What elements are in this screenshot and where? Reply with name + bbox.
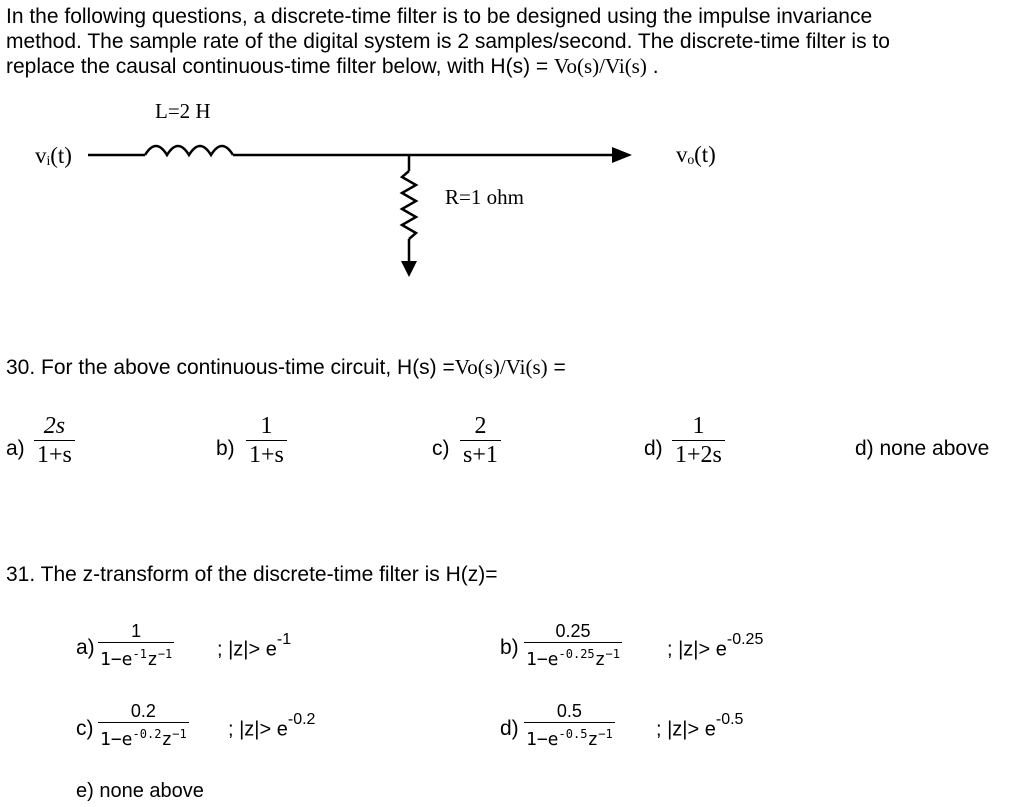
resistor-label: R=1 ohm xyxy=(445,185,524,209)
q31-option-b-numerator: 0.25 xyxy=(555,621,591,641)
q30-option-c-numerator: 2 xyxy=(474,413,487,439)
q30-option-d-fraction[interactable] xyxy=(672,412,725,469)
output-arrow xyxy=(612,147,632,163)
q30-stem-text: 30. For the above continuous-time circuit, H(s) = xyxy=(6,356,455,379)
q30-option-d-numerator: 1 xyxy=(692,413,705,439)
q31-option-d-letter[interactable]: d) xyxy=(500,717,519,740)
q30-stem-end: = xyxy=(547,356,566,379)
q31-option-a-numerator: 1 xyxy=(131,621,142,641)
q31-option-c-numerator: 0.2 xyxy=(130,701,156,721)
intro-line-3 xyxy=(6,54,1016,79)
q30-transfer-function: Vo(s)/Vi(s) xyxy=(454,355,548,379)
intro-line-2: method. The sample rate of the digital system is 2 samples/second. The discrete-time filter is to xyxy=(6,30,890,53)
q30-option-none-above[interactable]: d) none above xyxy=(855,437,990,460)
q31-option-b-roc: ; $|z|> e^{-0.25}$ xyxy=(667,631,764,661)
intro-line-1: In the following questions, a discrete-time filter is to be designed using the impulse invariance xyxy=(6,5,873,28)
q31-option-d-roc: ; $|z|> e^{-0.5}$ xyxy=(656,711,744,741)
q31-option-b-denominator: $1-e^{-0.25}z^{-1}$ xyxy=(524,642,622,671)
intro-paragraph xyxy=(6,4,1016,79)
q30-option-a-letter[interactable]: a) xyxy=(6,437,25,460)
q31-option-d-fraction[interactable] xyxy=(524,700,615,751)
q30-option-d-letter[interactable]: d) xyxy=(644,437,663,460)
resistor-zigzag xyxy=(402,171,416,239)
q30-option-b-fraction[interactable] xyxy=(246,412,287,469)
q31-option-none-above[interactable]: e) none above xyxy=(76,780,204,802)
intro-line-3-end: . xyxy=(646,55,659,78)
q30-option-c-fraction[interactable] xyxy=(460,412,501,469)
q31-option-c-denominator: $1-e^{-0.2}z^{-1}$ xyxy=(98,722,189,751)
q30-option-d-denominator: 1+2s xyxy=(672,440,725,469)
output-voltage-label: vₒ(t) xyxy=(676,142,716,167)
q31-option-c-letter[interactable]: c) xyxy=(76,717,94,740)
intro-line-3-text: replace the causal continuous-time filter below, with H(s) = xyxy=(6,55,554,78)
q31-option-c-roc: ; $|z|> e^{-0.2}$ xyxy=(228,711,316,741)
ground-arrow xyxy=(401,261,417,277)
q30-option-b-numerator: 1 xyxy=(260,413,273,439)
question-30-stem xyxy=(6,355,566,380)
question-31-stem: 31. The z-transform of the discrete-time filter is H(z)= xyxy=(6,563,498,586)
q31-option-a-fraction[interactable] xyxy=(98,620,174,671)
inductor-coil xyxy=(145,146,233,155)
inductor-label: L=2 H xyxy=(155,99,211,123)
q30-option-a-fraction[interactable] xyxy=(34,412,75,469)
input-voltage-label: vᵢ(t) xyxy=(35,143,72,168)
q30-option-c-letter[interactable]: c) xyxy=(432,437,450,460)
q30-option-a-denominator: 1+s xyxy=(34,440,75,469)
q31-option-b-letter[interactable]: b) xyxy=(500,636,519,659)
q31-option-a-letter[interactable]: a) xyxy=(76,636,95,659)
rl-circuit-diagram xyxy=(0,95,1024,295)
q31-option-b-fraction[interactable] xyxy=(524,620,622,671)
q31-option-c-fraction[interactable] xyxy=(98,700,189,751)
q31-option-d-denominator: $1-e^{-0.5}z^{-1}$ xyxy=(524,722,615,751)
q30-option-a-numerator: 2s xyxy=(43,413,66,439)
q31-option-d-numerator: 0.5 xyxy=(556,701,582,721)
intro-transfer-function: Vo(s)/Vi(s) xyxy=(554,54,647,78)
q30-option-b-denominator: 1+s xyxy=(246,440,287,469)
q31-option-a-roc: ; $|z|> e^{-1}$ xyxy=(217,631,292,661)
q30-option-c-denominator: s+1 xyxy=(460,440,501,469)
q30-option-b-letter[interactable]: b) xyxy=(216,437,235,460)
q31-option-a-denominator: $1-e^{-1}z^{-1}$ xyxy=(98,642,174,671)
